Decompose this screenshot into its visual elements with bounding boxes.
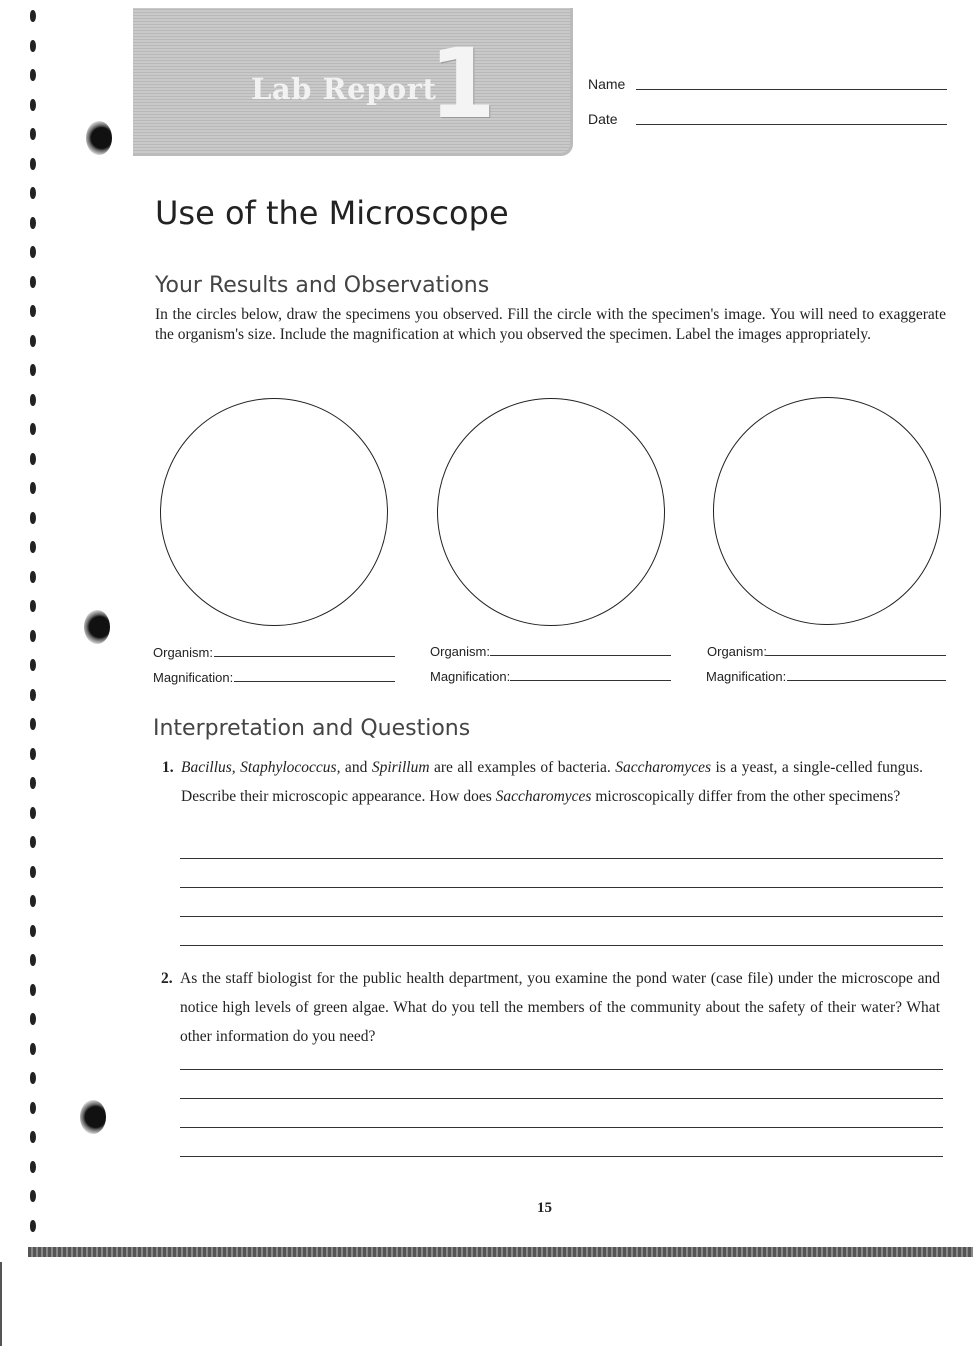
lab-report-banner [133, 8, 573, 156]
page-edge [0, 1262, 2, 1346]
binding-mark [30, 364, 36, 376]
binding-mark [30, 482, 36, 494]
answer-line[interactable] [180, 1127, 943, 1128]
binding-mark [30, 689, 36, 701]
bottom-rule [28, 1247, 973, 1257]
binding-mark [30, 217, 36, 229]
binding-mark [30, 1013, 36, 1025]
question-text-segment: are all examples of bacteria. [429, 759, 616, 776]
binding-marks [30, 10, 44, 1240]
banner-label: Lab Report [251, 72, 437, 106]
binding-mark [30, 1131, 36, 1143]
binding-mark [30, 276, 36, 288]
question-1-text [181, 753, 923, 811]
binding-mark [30, 40, 36, 52]
binding-mark [30, 1161, 36, 1173]
magnification-field-3[interactable] [787, 680, 946, 681]
question-text-segment: and [340, 759, 372, 776]
answer-line[interactable] [180, 1098, 943, 1099]
results-instructions: In the circles below, draw the specimens you observed. Fill the circle with the specimen's image. You will need to exaggerate the organism's size. Include the magnification at which you observed the specimen. Label the images appropriately. [155, 306, 946, 343]
date-field[interactable] [636, 124, 947, 125]
binding-mark [30, 69, 36, 81]
specimen-circle-3[interactable] [713, 397, 941, 625]
magnification-label: Magnification: [153, 670, 234, 685]
question-text-segment: Saccharomyces [615, 759, 712, 776]
magnification-label: Magnification: [430, 669, 511, 684]
binding-mark [30, 984, 36, 996]
binding-mark [30, 1072, 36, 1084]
binding-mark [30, 305, 36, 317]
answer-line[interactable] [180, 1069, 943, 1070]
page-number: 15 [537, 1200, 552, 1216]
binding-mark [30, 394, 36, 406]
answer-line[interactable] [180, 1156, 943, 1157]
binding-mark [30, 836, 36, 848]
date-label: Date [588, 111, 618, 127]
question-2-text [180, 964, 940, 1051]
organism-field-2[interactable] [490, 655, 671, 656]
binding-mark [30, 128, 36, 140]
binding-mark [30, 895, 36, 907]
magnification-label: Magnification: [706, 669, 787, 684]
binding-mark [30, 748, 36, 760]
question-number: 2. [161, 970, 173, 987]
binding-mark [30, 807, 36, 819]
question-number: 1. [162, 759, 174, 776]
binding-mark [30, 512, 36, 524]
binding-mark [30, 246, 36, 258]
specimen-circle-1[interactable] [160, 398, 388, 626]
binding-mark [30, 630, 36, 642]
interpretation-heading: Interpretation and Questions [153, 716, 471, 741]
question-text-segment: microscopically differ from the other specimens? [591, 788, 901, 805]
binding-mark [30, 866, 36, 878]
name-label: Name [588, 76, 626, 92]
organism-label: Organism: [153, 645, 213, 660]
organism-label: Organism: [707, 644, 767, 659]
binding-mark [30, 954, 36, 966]
organism-field-1[interactable] [214, 656, 395, 657]
binding-mark [30, 1220, 36, 1232]
question-text-segment: As the staff biologist for the public health department, you examine the pond water (case file) under the microscope and notice high levels of green algae. What do you tell the members of the community about the safety of their water? What other information do you need? [180, 970, 940, 1045]
results-heading: Your Results and Observations [155, 273, 490, 298]
binding-mark [30, 335, 36, 347]
magnification-field-2[interactable] [510, 680, 671, 681]
binding-mark [30, 600, 36, 612]
question-text-segment: Spirillum [371, 759, 430, 776]
binding-mark [30, 158, 36, 170]
question-text-segment: Saccharomyces [495, 788, 592, 805]
banner-number: 1 [429, 28, 496, 140]
organism-label: Organism: [430, 644, 490, 659]
binding-mark [30, 541, 36, 553]
organism-field-3[interactable] [766, 655, 946, 656]
name-field[interactable] [636, 89, 947, 90]
answer-line[interactable] [180, 887, 943, 888]
binding-mark [30, 659, 36, 671]
binding-mark [30, 925, 36, 937]
question-text-segment: is a yeast, a single-celled fungus. Describe their microscopic appearance. How does [181, 759, 924, 805]
question-text-segment: Bacillus, Staphylococcus, [181, 759, 341, 776]
binding-mark [30, 10, 36, 22]
magnification-field-1[interactable] [234, 681, 395, 682]
binding-mark [30, 1102, 36, 1114]
binding-mark [30, 571, 36, 583]
binding-mark [30, 187, 36, 199]
binding-mark [30, 99, 36, 111]
answer-line[interactable] [180, 945, 943, 946]
binding-mark [30, 1043, 36, 1055]
page-title: Use of the Microscope [155, 194, 509, 232]
binding-mark [30, 1190, 36, 1202]
answer-line[interactable] [180, 858, 943, 859]
answer-line[interactable] [180, 916, 943, 917]
binding-mark [30, 718, 36, 730]
punch-hole [86, 121, 112, 155]
punch-hole [84, 610, 110, 644]
binding-mark [30, 423, 36, 435]
binding-mark [30, 777, 36, 789]
specimen-circle-2[interactable] [437, 398, 665, 626]
punch-hole [80, 1100, 106, 1134]
binding-mark [30, 453, 36, 465]
